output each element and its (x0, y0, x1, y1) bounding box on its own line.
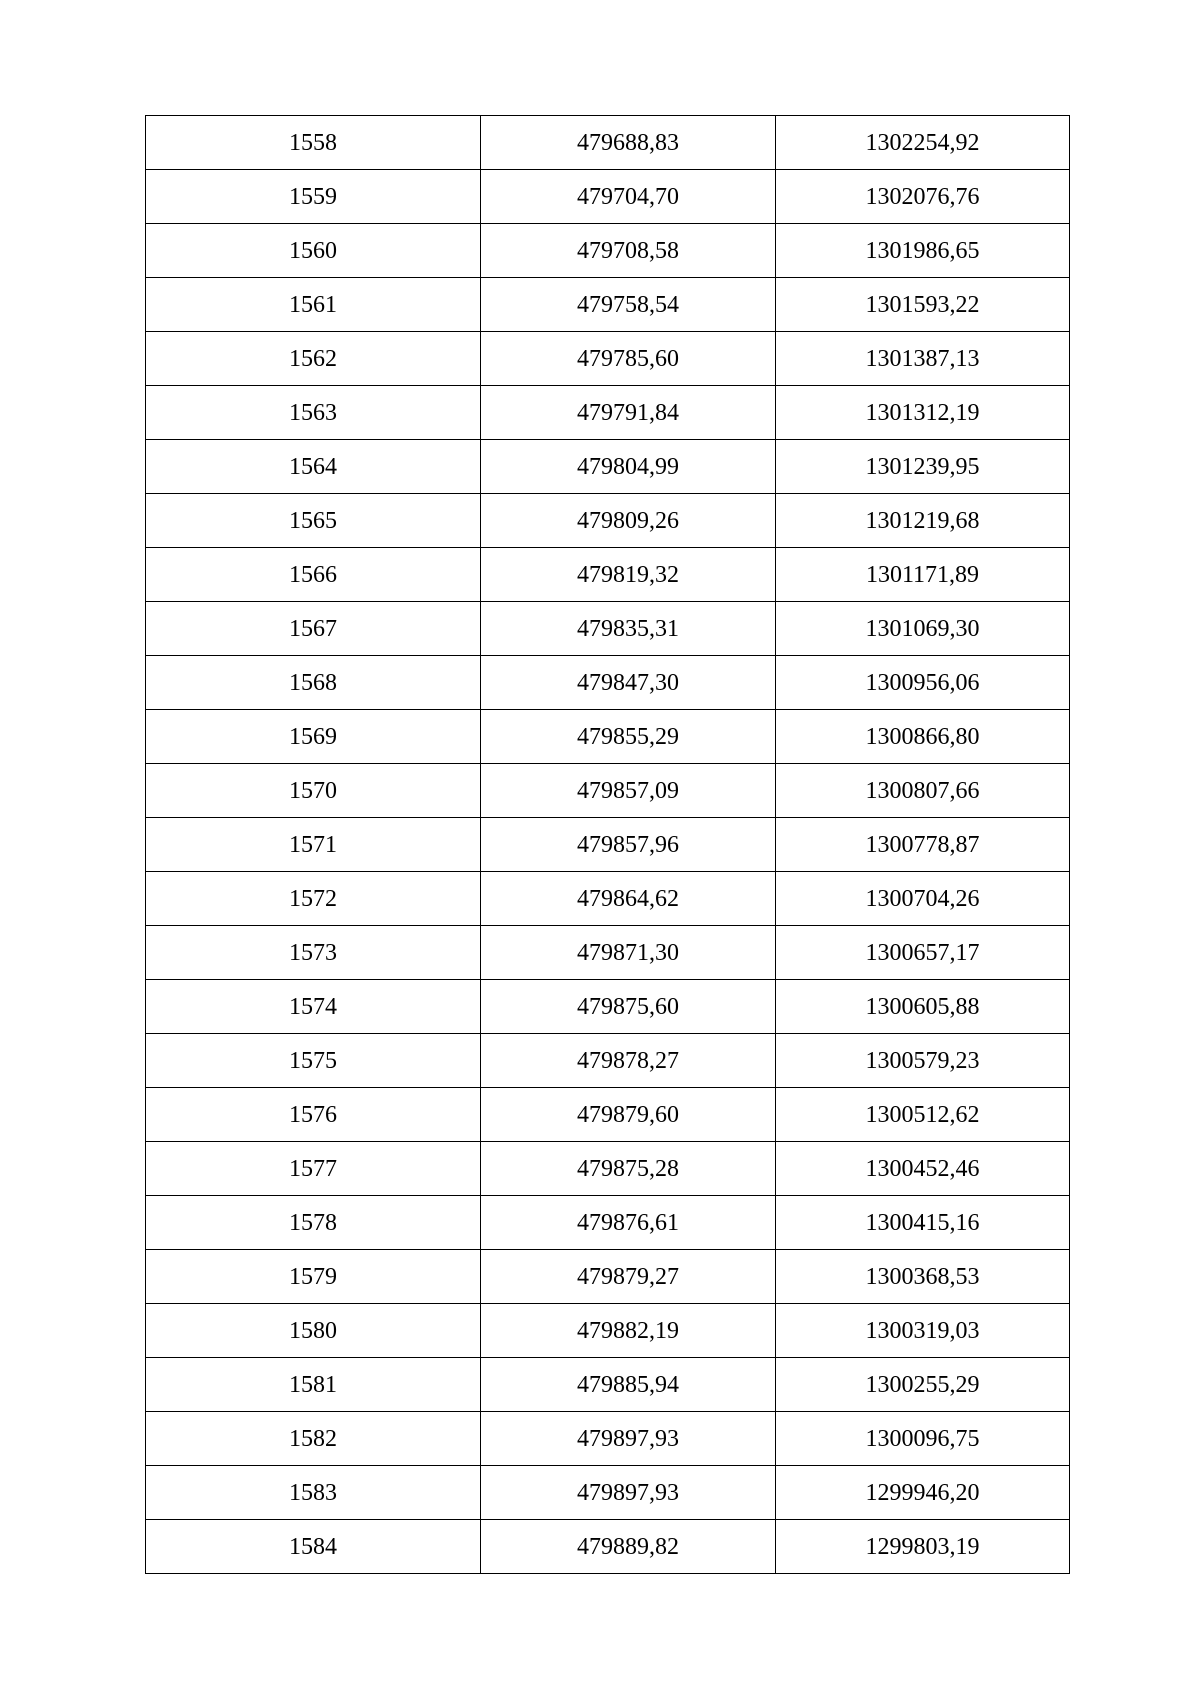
table-row (146, 656, 1070, 710)
x-coordinate-cell: 479879,60 (481, 1088, 776, 1142)
point-number-cell: 1565 (146, 494, 481, 548)
y-coordinate-cell: 1301069,30 (776, 602, 1070, 656)
y-coordinate-cell: 1300657,17 (776, 926, 1070, 980)
table-row (146, 980, 1070, 1034)
table-row (146, 872, 1070, 926)
y-coordinate-cell: 1300368,53 (776, 1250, 1070, 1304)
x-coordinate-cell: 479688,83 (481, 116, 776, 170)
x-coordinate-cell: 479804,99 (481, 440, 776, 494)
point-number-cell: 1568 (146, 656, 481, 710)
y-coordinate-cell: 1300579,23 (776, 1034, 1070, 1088)
table-row (146, 602, 1070, 656)
table-row (146, 818, 1070, 872)
table-row (146, 1142, 1070, 1196)
x-coordinate-cell: 479885,94 (481, 1358, 776, 1412)
point-number-cell: 1567 (146, 602, 481, 656)
table-row (146, 1196, 1070, 1250)
point-number-cell: 1581 (146, 1358, 481, 1412)
y-coordinate-cell: 1300778,87 (776, 818, 1070, 872)
y-coordinate-cell: 1301239,95 (776, 440, 1070, 494)
table-row (146, 440, 1070, 494)
table-row (146, 1412, 1070, 1466)
point-number-cell: 1583 (146, 1466, 481, 1520)
point-number-cell: 1577 (146, 1142, 481, 1196)
point-number-cell: 1563 (146, 386, 481, 440)
x-coordinate-cell: 479875,28 (481, 1142, 776, 1196)
y-coordinate-cell: 1299803,19 (776, 1520, 1070, 1574)
y-coordinate-cell: 1301387,13 (776, 332, 1070, 386)
y-coordinate-cell: 1300452,46 (776, 1142, 1070, 1196)
point-number-cell: 1560 (146, 224, 481, 278)
y-coordinate-cell: 1300704,26 (776, 872, 1070, 926)
table-row (146, 1304, 1070, 1358)
table-row (146, 1466, 1070, 1520)
table-row (146, 494, 1070, 548)
point-number-cell: 1569 (146, 710, 481, 764)
y-coordinate-cell: 1300096,75 (776, 1412, 1070, 1466)
x-coordinate-cell: 479758,54 (481, 278, 776, 332)
table-row (146, 1034, 1070, 1088)
point-number-cell: 1582 (146, 1412, 481, 1466)
point-number-cell: 1564 (146, 440, 481, 494)
y-coordinate-cell: 1301219,68 (776, 494, 1070, 548)
x-coordinate-cell: 479871,30 (481, 926, 776, 980)
y-coordinate-cell: 1302076,76 (776, 170, 1070, 224)
y-coordinate-cell: 1300415,16 (776, 1196, 1070, 1250)
point-number-cell: 1558 (146, 116, 481, 170)
x-coordinate-cell: 479897,93 (481, 1412, 776, 1466)
x-coordinate-cell: 479897,93 (481, 1466, 776, 1520)
point-number-cell: 1580 (146, 1304, 481, 1358)
point-number-cell: 1566 (146, 548, 481, 602)
table-row (146, 710, 1070, 764)
y-coordinate-cell: 1300956,06 (776, 656, 1070, 710)
x-coordinate-cell: 479889,82 (481, 1520, 776, 1574)
point-number-cell: 1579 (146, 1250, 481, 1304)
point-number-cell: 1571 (146, 818, 481, 872)
point-number-cell: 1559 (146, 170, 481, 224)
table-row (146, 170, 1070, 224)
point-number-cell: 1570 (146, 764, 481, 818)
y-coordinate-cell: 1301986,65 (776, 224, 1070, 278)
y-coordinate-cell: 1301593,22 (776, 278, 1070, 332)
point-number-cell: 1575 (146, 1034, 481, 1088)
x-coordinate-cell: 479857,09 (481, 764, 776, 818)
table-row (146, 332, 1070, 386)
y-coordinate-cell: 1299946,20 (776, 1466, 1070, 1520)
table-row (146, 1250, 1070, 1304)
y-coordinate-cell: 1300605,88 (776, 980, 1070, 1034)
y-coordinate-cell: 1300866,80 (776, 710, 1070, 764)
x-coordinate-cell: 479876,61 (481, 1196, 776, 1250)
table-row (146, 278, 1070, 332)
x-coordinate-cell: 479864,62 (481, 872, 776, 926)
point-number-cell: 1578 (146, 1196, 481, 1250)
x-coordinate-cell: 479879,27 (481, 1250, 776, 1304)
point-number-cell: 1561 (146, 278, 481, 332)
point-number-cell: 1573 (146, 926, 481, 980)
x-coordinate-cell: 479704,70 (481, 170, 776, 224)
x-coordinate-cell: 479855,29 (481, 710, 776, 764)
table-row (146, 1088, 1070, 1142)
x-coordinate-cell: 479708,58 (481, 224, 776, 278)
y-coordinate-cell: 1300255,29 (776, 1358, 1070, 1412)
table-row (146, 386, 1070, 440)
x-coordinate-cell: 479809,26 (481, 494, 776, 548)
table-row (146, 116, 1070, 170)
point-number-cell: 1562 (146, 332, 481, 386)
table-row (146, 548, 1070, 602)
table-row (146, 1358, 1070, 1412)
point-number-cell: 1576 (146, 1088, 481, 1142)
x-coordinate-cell: 479819,32 (481, 548, 776, 602)
x-coordinate-cell: 479875,60 (481, 980, 776, 1034)
y-coordinate-cell: 1301312,19 (776, 386, 1070, 440)
x-coordinate-cell: 479791,84 (481, 386, 776, 440)
point-number-cell: 1574 (146, 980, 481, 1034)
table-row (146, 764, 1070, 818)
point-number-cell: 1584 (146, 1520, 481, 1574)
coordinates-table-body (146, 116, 1070, 1574)
y-coordinate-cell: 1300319,03 (776, 1304, 1070, 1358)
x-coordinate-cell: 479857,96 (481, 818, 776, 872)
table-row (146, 224, 1070, 278)
x-coordinate-cell: 479847,30 (481, 656, 776, 710)
x-coordinate-cell: 479835,31 (481, 602, 776, 656)
table-row (146, 926, 1070, 980)
x-coordinate-cell: 479882,19 (481, 1304, 776, 1358)
x-coordinate-cell: 479878,27 (481, 1034, 776, 1088)
point-number-cell: 1572 (146, 872, 481, 926)
coordinates-table (145, 115, 1070, 1574)
table-row (146, 1520, 1070, 1574)
y-coordinate-cell: 1301171,89 (776, 548, 1070, 602)
x-coordinate-cell: 479785,60 (481, 332, 776, 386)
y-coordinate-cell: 1300807,66 (776, 764, 1070, 818)
y-coordinate-cell: 1300512,62 (776, 1088, 1070, 1142)
y-coordinate-cell: 1302254,92 (776, 116, 1070, 170)
